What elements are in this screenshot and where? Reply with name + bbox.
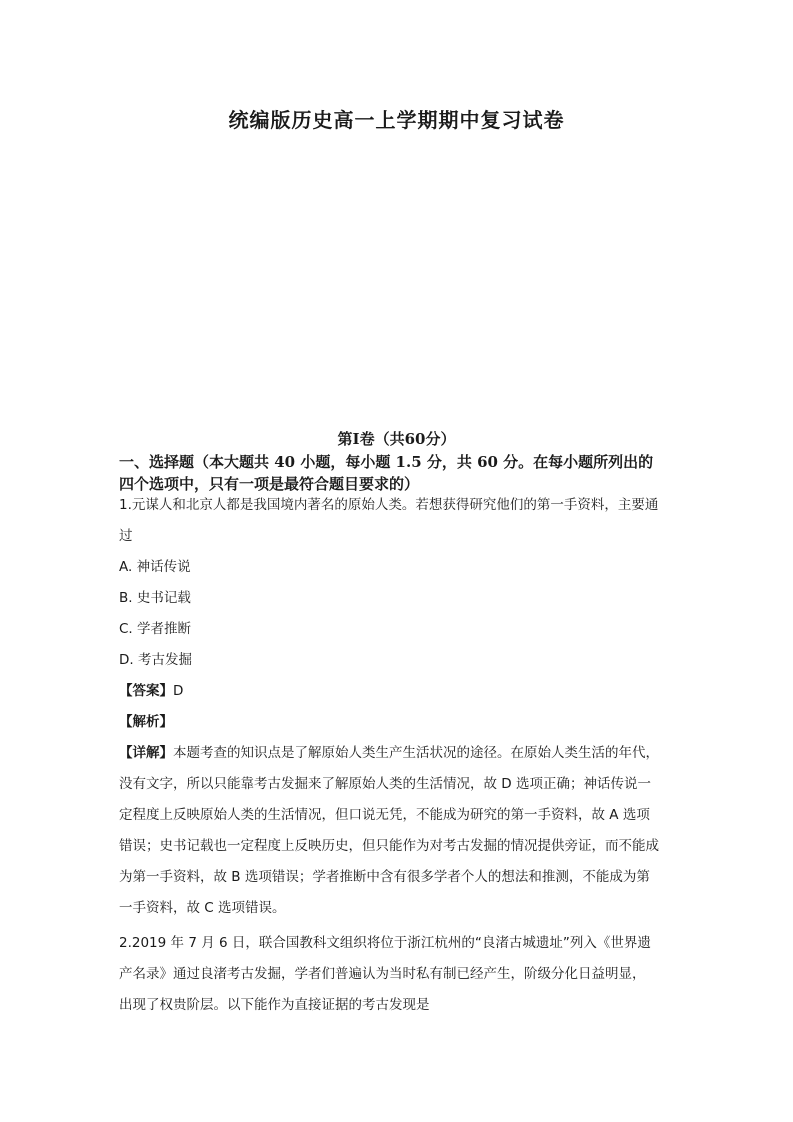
detail-line: 一手资料，故 C 选项错误。	[119, 900, 286, 916]
analysis-label: 【解析】	[119, 714, 173, 730]
question-1	[119, 490, 691, 924]
question-stem-line: 1.元谋人和北京人都是我国境内著名的原始人类。若想获得研究他们的第一手资料，主要通	[119, 497, 659, 513]
answer-value: D	[173, 683, 184, 699]
detail-line: 错误；史书记载也一定程度上反映历史，但只能作为对考古发掘的情况提供旁证，而不能成	[119, 838, 659, 854]
detail-line: 为第一手资料，故 B 选项错误；学者推断中含有很多学者个人的想法和推测，不能成为第	[119, 869, 650, 885]
document-title: 统编版历史高一上学期期中复习试卷	[228, 108, 565, 132]
section-heading-line: 一、选择题（本大题共 40 小题，每小题 1.5 分，共 60 分。在每小题所列出的	[119, 453, 654, 471]
question-stem-line: 2.2019 年 7 月 6 日，联合国教科文组织将位于浙江杭州的“良渚古城遗址”列入《世界遗	[119, 935, 651, 951]
section-heading-line: 四个选项中，只有一项是最符合题目要求的）	[119, 475, 420, 493]
option-c: C. 学者推断	[119, 621, 192, 637]
detail-line	[119, 738, 691, 769]
detail-line: 没有文字，所以只能靠考古发掘来了解原始人类的生活情况，故 D 选项正确；神话传说一	[119, 776, 651, 792]
detail-line: 定程度上反映原始人类的生活情况，但口说无凭，不能成为研究的第一手资料，故 A 选项	[119, 807, 650, 823]
detail-label: 【详解】	[119, 745, 173, 761]
section-heading	[119, 451, 689, 495]
question-stem-line: 出现了权贵阶层。以下能作为直接证据的考古发现是	[119, 997, 430, 1013]
question-stem-line: 产名录》通过良渚考古发掘，学者们普遍认为当时私有制已经产生，阶级分化日益明显，	[119, 966, 646, 982]
option-b: B. 史书记载	[119, 590, 191, 606]
option-d: D. 考古发掘	[119, 652, 192, 668]
answer-line	[119, 676, 691, 707]
question-2	[119, 928, 691, 1021]
answer-label: 【答案】	[119, 683, 173, 699]
detail-text: 本题考查的知识点是了解原始人类生产生活状况的途径。在原始人类生活的年代，	[173, 745, 659, 761]
volume-heading: 第Ⅰ卷（共60分）	[337, 430, 456, 448]
question-stem-line: 过	[119, 528, 133, 544]
option-a: A. 神话传说	[119, 559, 191, 575]
